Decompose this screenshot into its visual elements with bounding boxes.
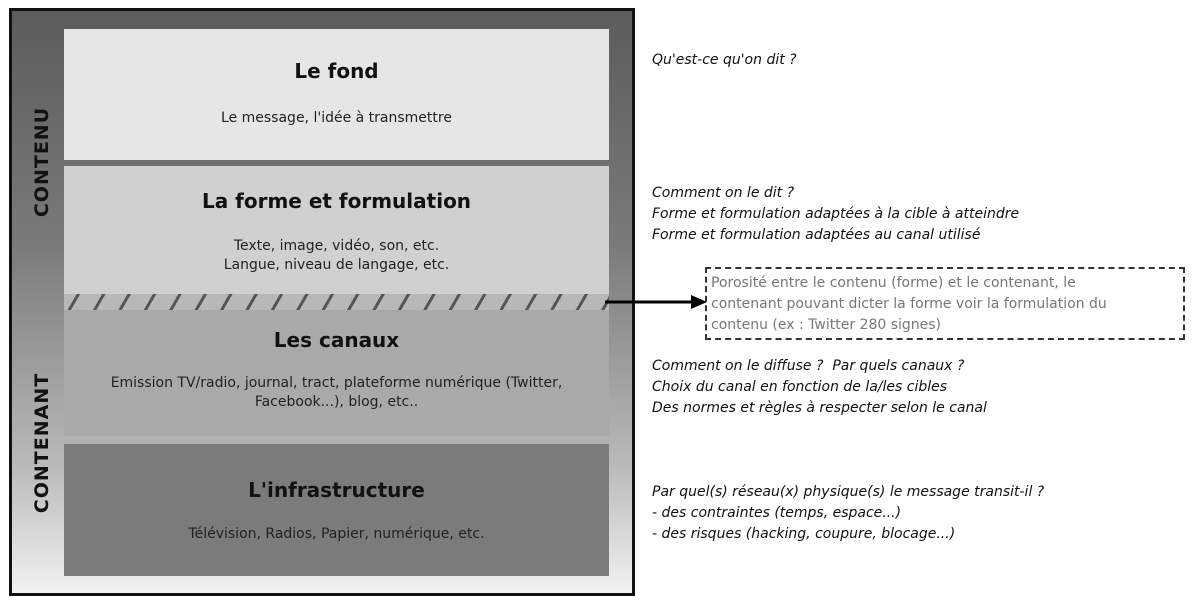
contenu-label-wrap (22, 29, 62, 294)
layer-forme-description (64, 237, 609, 275)
note-infrastructure-line-3: - des risques (hacking, coupure, blocage...) (652, 526, 956, 542)
layer-canaux-line-1: Emission TV/radio, journal, tract, plateforme numérique (Twitter, (110, 375, 563, 391)
porosity-line-2: contenant pouvant dicter la forme voir la formulation du (711, 296, 1107, 312)
note-forme (652, 183, 1019, 246)
layer-infrastructure-description: Télévision, Radios, Papier, numérique, etc. (188, 526, 485, 542)
contenu-label: CONTENU (31, 106, 53, 217)
layer-infrastructure-title: L'infrastructure (248, 478, 425, 502)
layer-canaux-title: Les canaux (273, 328, 400, 352)
porosity-line-3: contenu (ex : Twitter 280 signes) (711, 317, 942, 333)
layer-canaux-line-2: Facebook...), blog, etc.. (254, 394, 419, 410)
porosity-arrow-icon (605, 292, 710, 312)
layer-forme (64, 166, 609, 294)
layer-forme-line-2: Langue, niveau de langage, etc. (223, 257, 450, 273)
note-infrastructure-line-2: - des contraintes (temps, espace...) (652, 505, 902, 521)
layer-fond-title: Le fond (294, 59, 379, 83)
note-canaux-line-3: Des normes et règles à respecter selon le canal (652, 400, 987, 416)
layer-fond-description: Le message, l'idée à transmettre (221, 110, 452, 126)
contenant-label: CONTENANT (31, 372, 53, 514)
porosity-box (705, 267, 1185, 340)
layer-canaux-description (64, 374, 609, 412)
note-forme-line-1: Comment on le dit ? (652, 185, 795, 201)
note-infrastructure (652, 482, 1044, 545)
contenant-label-wrap (22, 310, 62, 576)
note-canaux-line-2: Choix du canal en fonction de la/les cibles (652, 379, 948, 395)
porosity-hatch-band (64, 294, 609, 310)
note-canaux (652, 356, 987, 419)
note-forme-line-3: Forme et formulation adaptées au canal utilisé (652, 227, 981, 243)
layer-fond (64, 29, 609, 160)
note-fond (652, 50, 797, 71)
note-forme-line-2: Forme et formulation adaptées à la cible à atteindre (652, 206, 1020, 222)
note-infrastructure-line-1: Par quel(s) réseau(x) physique(s) le message transit-il ? (652, 484, 1045, 500)
layer-forme-line-1: Texte, image, vidéo, son, etc. (233, 238, 440, 254)
layer-forme-title: La forme et formulation (201, 189, 472, 213)
note-canaux-line-1: Comment on le diffuse ? Par quels canaux ? (652, 358, 965, 374)
layer-canaux (64, 310, 609, 436)
note-fond-line-1: Qu'est-ce qu'on dit ? (652, 52, 797, 68)
layer-infrastructure (64, 444, 609, 576)
porosity-line-1: Porosité entre le contenu (forme) et le contenant, le (711, 275, 1076, 291)
